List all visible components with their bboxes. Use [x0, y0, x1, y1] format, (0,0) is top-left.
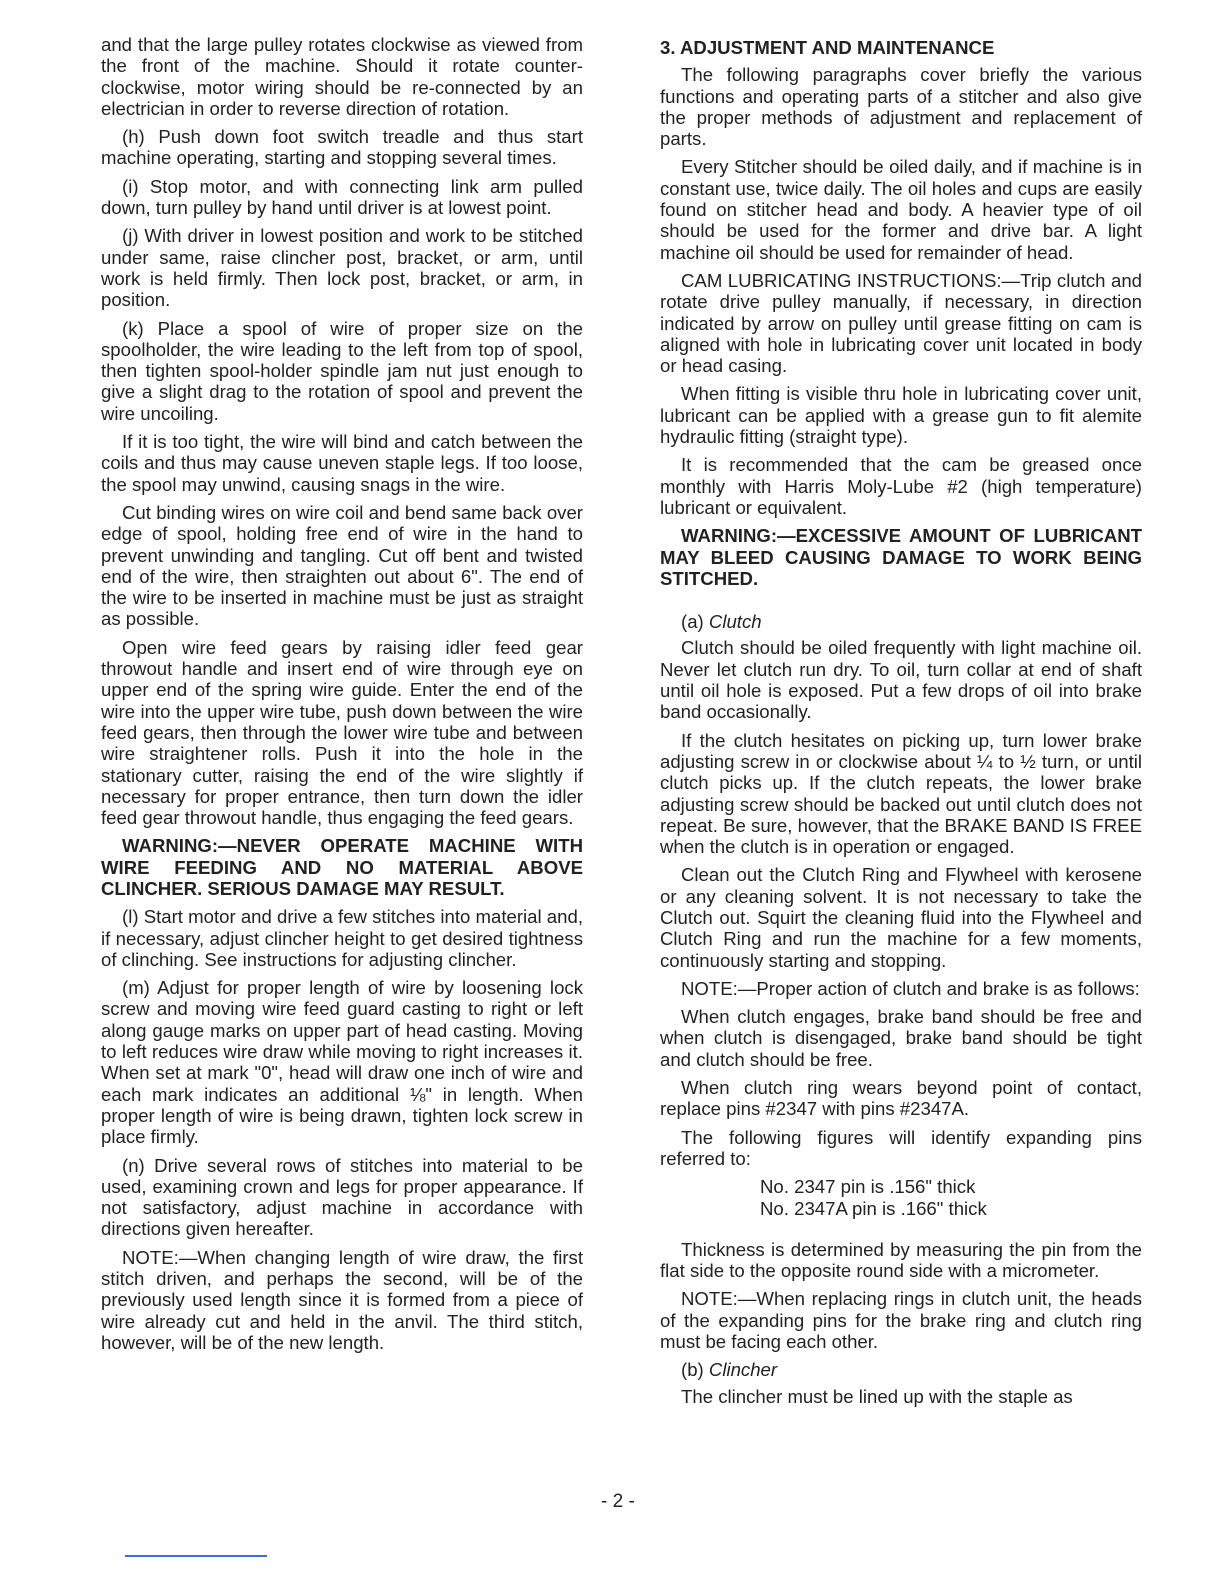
- paragraph: NOTE:—When replacing rings in clutch unit, the heads of the expanding pins for the brake ring and clutch ring must be facing each other.: [660, 1288, 1142, 1353]
- paragraph: The following paragraphs cover briefly the various functions and operating parts of a stitcher and also give the proper methods of adjustment and replacement of parts.: [660, 64, 1142, 150]
- paragraph: (n) Drive several rows of stitches into material to be used, examining crown and legs for proper appearance. If not satisfactory, adjust machine in accordance with directions given hereafter.: [101, 1154, 583, 1240]
- subsection-prefix: (a): [681, 611, 709, 633]
- paragraph: If the clutch hesitates on picking up, turn lower brake adjusting screw in or clockwise about ¼ to ½ turn, or until clutch picks up. If the clutch repeats, the lower brake adjusting screw should be backed out until clutch does not repeat. Be sure, however, that the BRAKE BAND IS FREE when the clutch is in operation or engaged.: [660, 729, 1142, 858]
- warning-text: WARNING:—NEVER OPERATE MACHINE WITH WIRE FEEDING AND NO MATERIAL ABOVE CLINCHER. SERIOUS DAMAGE MAY RESULT.: [101, 835, 583, 899]
- paragraph: (l) Start motor and drive a few stitches into material and, if necessary, adjust clincher height to get desired tightness of clinching. See instructions for adjusting clincher.: [101, 906, 583, 970]
- paragraph: and that the large pulley rotates clockwise as viewed from the front of the machine. Should it rotate counter-clockwise, motor wiring should be re-connected by an electrician in order to reverse direction of rotation.: [101, 34, 583, 119]
- paragraph: Thickness is determined by measuring the pin from the flat side to the opposite round side with a micrometer.: [660, 1238, 1142, 1282]
- section-heading: 3. ADJUSTMENT AND MAINTENANCE: [660, 37, 995, 58]
- left-column: [101, 34, 583, 1360]
- paragraph: NOTE:—When changing length of wire draw, the first stitch driven, and perhaps the second, will be of the previously used length since it is formed from a piece of wire already cut and held in the anvil. The third stitch, however, will be of the new length.: [101, 1246, 583, 1353]
- paragraph: When clutch ring wears beyond point of contact, replace pins #2347 with pins #2347A.: [660, 1077, 1142, 1120]
- paragraph: When fitting is visible thru hole in lubricating cover unit, lubricant can be applied with a grease gun to fit alemite hydraulic fitting (straight type).: [660, 383, 1142, 448]
- paragraph: Clean out the Clutch Ring and Flywheel with kerosene or any cleaning solvent. It is not necessary to take the Clutch out. Squirt the cleaning fluid into the Flywheel and Clutch Ring and run the machine for a few moments, continuously starting and stopping.: [660, 864, 1142, 971]
- subsection-clincher: [660, 1359, 1142, 1380]
- paragraph: (m) Adjust for proper length of wire by loosening lock screw and moving wire feed guard casting to right or left along gauge marks on upper part of head casting. Moving to left reduces wire draw while moving to right increases it. When set at mark "0", head will draw one inch of wire and each mark indicates an additional ⅛" in length. When proper length of wire is being drawn, tighten lock screw in place firmly.: [101, 977, 583, 1148]
- paragraph: Every Stitcher should be oiled daily, and if machine is in constant use, twice daily. The oil holes and cups are easily found on stitcher head and body. A heavier type of oil should be used for the former and drive bar. A light machine oil should be used for remainder of head.: [660, 156, 1142, 263]
- page-number: - 2 -: [601, 1491, 635, 1512]
- pin-spec: No. 2347A pin is .166" thick: [760, 1197, 987, 1219]
- paragraph: The following figures will identify expanding pins referred to:: [660, 1126, 1142, 1169]
- paragraph: (k) Place a spool of wire of proper size on the spoolholder, the wire leading to the left from top of spool, then tighten spool-holder spindle jam nut just enough to give a slight drag to the rotation of spool and prevent the wire uncoiling.: [101, 317, 583, 424]
- paragraph: CAM LUBRICATING INSTRUCTIONS:—Trip clutch and rotate drive pulley manually, if necessary, in direction indicated by arrow on pulley until grease fitting on cam is aligned with hole in lubricating cover unit located in body or head casing.: [660, 269, 1142, 377]
- paragraph: (h) Push down foot switch treadle and thus start machine operating, starting and stopping several times.: [101, 126, 583, 169]
- paragraph: It is recommended that the cam be greased once monthly with Harris Moly-Lube #2 (high temperature) lubricant or equivalent.: [660, 454, 1142, 518]
- paragraph: When clutch engages, brake band should be free and when clutch is disengaged, brake band should be tight and clutch should be free.: [660, 1006, 1142, 1070]
- paragraph: Clutch should be oiled frequently with light machine oil. Never let clutch run dry. To oil, turn collar at end of shaft until oil hole is exposed. Put a few drops of oil into brake band occasionally.: [660, 637, 1142, 723]
- paragraph: The clincher must be lined up with the staple as: [681, 1385, 1073, 1407]
- divider-line: [125, 1555, 267, 1557]
- subsection-label: Clutch: [708, 611, 762, 633]
- paragraph: If it is too tight, the wire will bind and catch between the coils and thus may cause uneven staple legs. If too loose, the spool may unwind, causing snags in the wire.: [101, 431, 583, 495]
- subsection-prefix: (b): [681, 1359, 709, 1381]
- pin-spec: No. 2347 pin is .156" thick: [760, 1176, 976, 1198]
- paragraph: Open wire feed gears by raising idler feed gear throwout handle and insert end of wire through eye on upper end of the spring wire guide. Enter the end of the wire into the upper wire tube, push down between the wire feed gears, then through the lower wire tube and between wire straightener rolls. Push it into the hole in the stationary cutter, raising the end of the wire slightly if necessary for proper entrance, then turn down the idler feed gear throwout handle, thus engaging the feed gears.: [101, 636, 583, 829]
- paragraph: NOTE:—Proper action of clutch and brake is as follows:: [681, 977, 1140, 999]
- warning-text: WARNING:—EXCESSIVE AMOUNT OF LUBRICANT MAY BLEED CAUSING DAMAGE TO WORK BEING STITCHED.: [660, 525, 1142, 589]
- paragraph: (j) With driver in lowest position and work to be stitched under same, raise clincher post, bracket, or arm, until work is held firmly. Then lock post, bracket, or arm, in position.: [101, 225, 583, 311]
- right-column: [660, 34, 1142, 1414]
- paragraph: (i) Stop motor, and with connecting link arm pulled down, turn pulley by hand until driver is at lowest point.: [101, 175, 583, 219]
- subsection-label: Clincher: [708, 1359, 778, 1381]
- subsection-clutch: [660, 611, 1142, 632]
- paragraph: Cut binding wires on wire coil and bend same back over edge of spool, holding free end of wire in the hand to prevent unwinding and tangling. Cut off bent and twisted end of the wire, then straighten out about 6". The end of the wire to be inserted in machine must be just as straight as possible.: [101, 501, 583, 630]
